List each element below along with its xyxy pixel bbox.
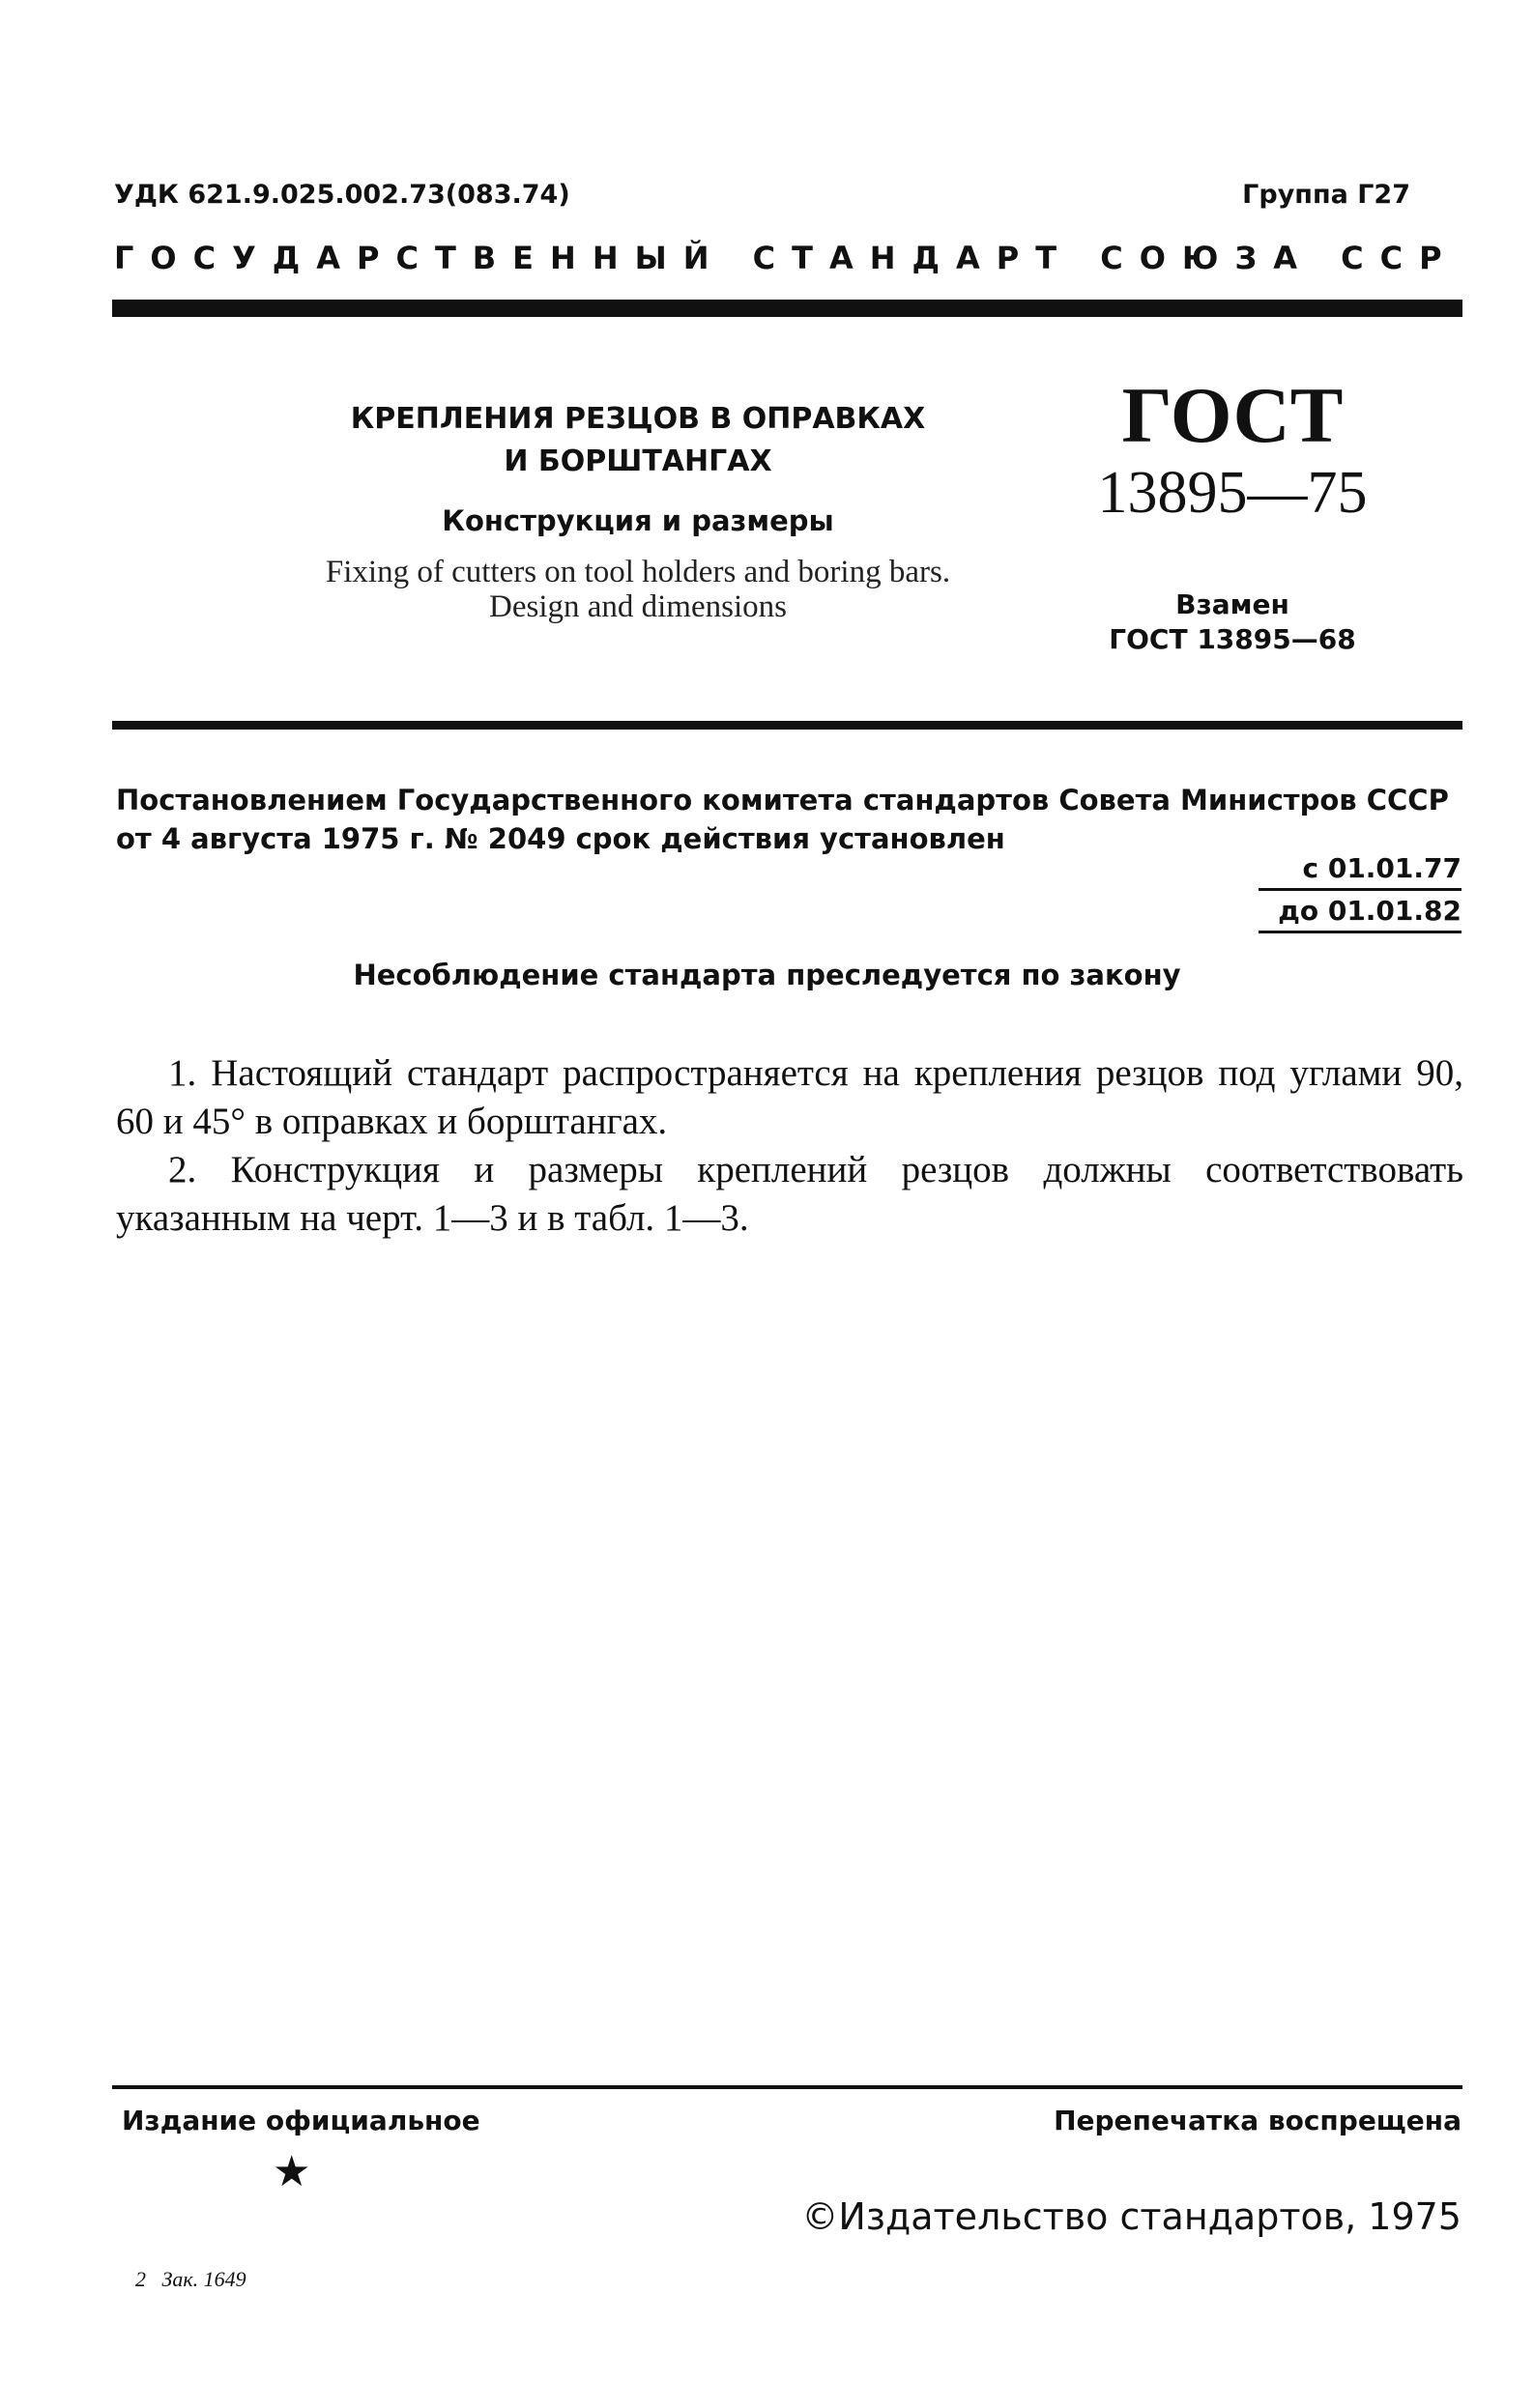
title-block [290,398,986,624]
title-rule [112,721,1462,730]
footer-rule [112,2085,1462,2089]
valid-from: с 01.01.77 [1259,848,1462,891]
body-text [116,1049,1463,1243]
replaces-label: Взамен [1175,588,1289,620]
gost-number: 13895—75 [1097,460,1368,526]
gost-label: ГОСТ [1121,371,1344,459]
paragraph-1: 1. Настоящий стандарт распространяется на крепления резцов под углами 90, 60 и 45° в оправках и борштангах. [116,1052,1463,1142]
title-ru-line2: И БОРШТАНГАХ [504,444,772,478]
gost-block [1073,373,1392,657]
title-ru-line1: КРЕПЛЕНИЯ РЕЗЦОВ В ОПРАВКАХ [350,402,926,436]
valid-to: до 01.01.82 [1259,891,1462,933]
decree-line1: Постановлением Государственного комитета стандартов Совета Министров СССР [116,784,1449,817]
order-number: 2 Зак. 1649 [135,2267,246,2291]
replaces-block [1073,588,1392,657]
header-rule [112,300,1462,317]
replaces-number: ГОСТ 13895—68 [1109,623,1356,655]
decree-text [116,781,1463,858]
noncompliance-notice: Несоблюдение стандарта преследуется по закону [353,959,1181,991]
title-en [290,555,986,624]
title-ru [290,398,986,483]
decree-line2: от 4 августа 1975 г. № 2049 срок действия установлен [116,822,1005,855]
validity-dates [1259,848,1462,933]
udk-code: УДК 621.9.025.002.73(083.74) [114,180,570,210]
state-standard-heading: ГОСУДАРСТВЕННЫЙ СТАНДАРТ СОЮЗА ССР [114,240,1459,276]
group-code: Группа Г27 [1242,180,1410,210]
title-en-line2: Design and dimensions [489,589,787,624]
reprint-notice: Перепечатка воспрещена [1054,2105,1462,2136]
publisher-copyright: ©Издательство стандартов, 1975 [801,2195,1462,2238]
star-icon: ★ [273,2147,311,2196]
title-ru-subtitle: Конструкция и размеры [442,504,834,537]
paragraph-2: 2. Конструкция и размеры креплений резцов должны соответствовать указанным на черт. 1—3 и в табл. 1—3. [116,1149,1463,1239]
title-en-line1: Fixing of cutters on tool holders and boring bars. [325,555,951,589]
edition-label: Издание официальное [122,2105,480,2136]
